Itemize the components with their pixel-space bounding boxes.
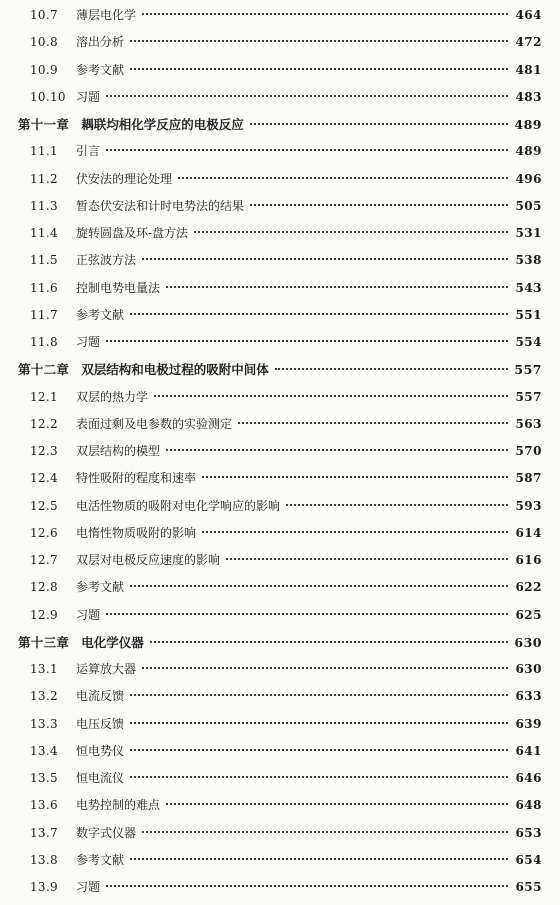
dot-leader [202, 476, 508, 478]
dot-leader [130, 749, 508, 751]
toc-section-row[interactable] [8, 606, 542, 633]
section-number: 13.5 [30, 771, 58, 785]
dot-leader [250, 123, 508, 125]
dot-leader [106, 613, 508, 615]
section-number: 11.3 [30, 198, 58, 213]
page-number: 557 [514, 362, 542, 378]
page-number: 655 [515, 880, 542, 894]
page-number: 648 [515, 798, 542, 813]
section-title: 电压反馈 [76, 716, 125, 731]
section-number: 10.8 [30, 35, 58, 50]
section-number: 13.8 [30, 852, 58, 867]
dot-leader [166, 286, 508, 288]
section-title: 数字式仪器 [76, 825, 137, 840]
toc-section-row[interactable] [8, 197, 542, 224]
section-title: 恒电流仪 [76, 771, 125, 785]
toc-section-row[interactable] [8, 415, 542, 442]
toc-section-row[interactable] [8, 715, 542, 742]
section-number: 13.3 [30, 716, 58, 731]
dot-leader [202, 531, 508, 533]
toc-section-row[interactable] [8, 33, 542, 60]
chapter-number: 第十二章 [18, 362, 70, 378]
section-title: 双层的热力学 [76, 389, 149, 404]
dot-leader [130, 776, 508, 778]
section-number: 13.9 [30, 880, 58, 894]
section-number: 11.2 [30, 171, 58, 186]
section-title: 双层结构的模型 [76, 444, 161, 458]
page-number: 483 [515, 89, 542, 104]
page-number: 543 [515, 280, 542, 295]
toc-section-row[interactable] [8, 742, 542, 769]
dot-leader [130, 585, 508, 587]
dot-leader [106, 340, 508, 342]
page-number: 554 [515, 335, 542, 349]
dot-leader [130, 313, 508, 315]
toc-section-row[interactable] [8, 824, 542, 851]
section-title: 参考文献 [76, 307, 125, 322]
dot-leader [194, 231, 508, 233]
dot-leader [130, 858, 508, 860]
page-number: 489 [515, 144, 542, 159]
page-number: 496 [515, 171, 542, 186]
section-number: 11.1 [30, 144, 58, 159]
page-number: 630 [514, 634, 542, 650]
dot-leader [275, 368, 508, 370]
page-number: 489 [514, 117, 542, 132]
dot-leader [142, 13, 508, 15]
dot-leader [238, 422, 508, 424]
dot-leader [142, 258, 508, 260]
section-number: 12.2 [30, 416, 58, 431]
toc-section-row[interactable] [8, 469, 542, 496]
section-number: 13.7 [30, 825, 58, 840]
dot-leader [106, 149, 508, 151]
toc-section-row[interactable] [8, 796, 542, 823]
toc-section-row[interactable] [8, 224, 542, 251]
section-title: 习题 [76, 880, 101, 894]
page-number: 653 [515, 825, 542, 840]
page-number: 639 [515, 716, 542, 731]
dot-leader [130, 68, 508, 70]
section-number: 11.6 [30, 280, 58, 295]
section-title: 旋转圆盘及环-盘方法 [76, 226, 189, 240]
section-number: 12.1 [30, 389, 58, 404]
chapter-title: 耦联均相化学反应的电极反应 [81, 117, 244, 132]
section-number: 13.4 [30, 743, 58, 758]
section-title: 控制电势电量法 [76, 280, 161, 295]
section-number: 12.9 [30, 607, 58, 622]
dot-leader [130, 722, 508, 724]
toc-section-row[interactable] [8, 578, 542, 605]
page-number: 616 [515, 553, 542, 567]
page-number: 570 [515, 444, 542, 458]
toc-section-row[interactable] [8, 279, 542, 306]
dot-leader [250, 204, 508, 206]
section-number: 10.9 [30, 62, 58, 77]
toc-section-row[interactable] [8, 61, 542, 88]
toc-section-row[interactable] [8, 388, 542, 415]
dot-leader [154, 395, 508, 397]
section-title: 电势控制的难点 [76, 798, 161, 813]
section-title: 电活性物质的吸附对电化学响应的影响 [76, 498, 281, 513]
section-title: 参考文献 [76, 580, 125, 595]
chapter-number: 第十一章 [18, 117, 70, 132]
section-number: 11.5 [30, 253, 58, 268]
section-title: 薄层电化学 [76, 8, 137, 22]
toc-section-row[interactable] [8, 142, 542, 169]
section-title: 参考文献 [76, 852, 125, 867]
section-number: 12.8 [30, 580, 58, 595]
section-number: 12.6 [30, 525, 58, 540]
toc-chapter-row[interactable] [8, 115, 542, 142]
page-number: 563 [515, 416, 542, 431]
toc-section-row[interactable] [8, 6, 542, 33]
page-number: 464 [515, 8, 542, 22]
page-number: 641 [515, 743, 542, 758]
section-number: 13.6 [30, 798, 58, 813]
toc-section-row[interactable] [8, 551, 542, 578]
section-title: 表面过剩及电参数的实验测定 [76, 416, 233, 431]
section-title: 引言 [76, 144, 101, 159]
section-number: 11.8 [30, 335, 58, 349]
toc-section-row[interactable] [8, 442, 542, 469]
dot-leader [106, 885, 508, 887]
chapter-title: 双层结构和电极过程的吸附中间体 [81, 362, 269, 378]
section-title: 双层对电极反应速度的影响 [76, 553, 221, 567]
section-title: 正弦波方法 [76, 253, 137, 268]
section-number: 11.7 [30, 307, 58, 322]
page-number: 654 [515, 852, 542, 867]
section-number: 10.7 [30, 8, 58, 22]
dot-leader [178, 177, 508, 179]
dot-leader [166, 803, 508, 805]
dot-leader [130, 694, 508, 696]
page-number: 557 [515, 389, 542, 404]
dot-leader [286, 504, 508, 506]
section-number: 13.1 [30, 662, 58, 676]
toc-section-row[interactable] [8, 878, 542, 905]
toc-section-row[interactable] [8, 170, 542, 197]
toc-section-row[interactable] [8, 769, 542, 796]
page-number: 481 [515, 62, 542, 77]
chapter-title: 电化学仪器 [81, 634, 144, 650]
dot-leader [142, 667, 508, 669]
table-of-contents [8, 6, 542, 905]
page-number: 593 [515, 498, 542, 513]
section-title: 习题 [76, 89, 101, 104]
section-title: 参考文献 [76, 62, 125, 77]
toc-chapter-row[interactable] [8, 633, 542, 660]
section-title: 伏安法的理论处理 [76, 171, 173, 186]
section-title: 电流反馈 [76, 689, 125, 704]
section-number: 12.7 [30, 553, 58, 567]
dot-leader [150, 641, 508, 643]
toc-section-row[interactable] [8, 524, 542, 551]
page-number: 505 [515, 198, 542, 213]
page-number: 622 [515, 580, 542, 595]
page-number: 646 [515, 771, 542, 785]
toc-section-row[interactable] [8, 687, 542, 714]
section-title: 运算放大器 [76, 662, 137, 676]
section-title: 电惰性物质吸附的影响 [76, 525, 197, 540]
toc-section-row[interactable] [8, 660, 542, 687]
section-number: 13.2 [30, 689, 58, 704]
section-title: 恒电势仪 [76, 743, 125, 758]
section-number: 12.3 [30, 444, 58, 458]
section-title: 特性吸附的程度和速率 [76, 471, 197, 486]
toc-section-row[interactable] [8, 306, 542, 333]
dot-leader [166, 449, 508, 451]
page-number: 630 [515, 662, 542, 676]
toc-section-row[interactable] [8, 88, 542, 115]
section-number: 12.4 [30, 471, 58, 486]
toc-section-row[interactable] [8, 851, 542, 878]
section-title: 暂态伏安法和计时电势法的结果 [76, 198, 245, 213]
page-number: 633 [515, 689, 542, 704]
page-number: 472 [515, 35, 542, 50]
section-number: 12.5 [30, 498, 58, 513]
section-number: 10.10 [30, 89, 66, 104]
section-title: 习题 [76, 607, 101, 622]
page-number: 587 [515, 471, 542, 486]
page-number: 625 [515, 607, 542, 622]
toc-section-row[interactable] [8, 497, 542, 524]
page-number: 551 [515, 307, 542, 322]
dot-leader [142, 831, 508, 833]
toc-chapter-row[interactable] [8, 360, 542, 387]
page-number: 531 [515, 226, 542, 240]
page-number: 538 [515, 253, 542, 268]
section-title: 溶出分析 [76, 35, 125, 50]
chapter-number: 第十三章 [18, 634, 70, 650]
toc-section-row[interactable] [8, 251, 542, 278]
dot-leader [106, 95, 508, 97]
section-number: 11.4 [30, 226, 58, 240]
dot-leader [130, 40, 508, 42]
dot-leader [226, 558, 508, 560]
toc-section-row[interactable] [8, 333, 542, 360]
section-title: 习题 [76, 335, 101, 349]
page-number: 614 [515, 525, 542, 540]
